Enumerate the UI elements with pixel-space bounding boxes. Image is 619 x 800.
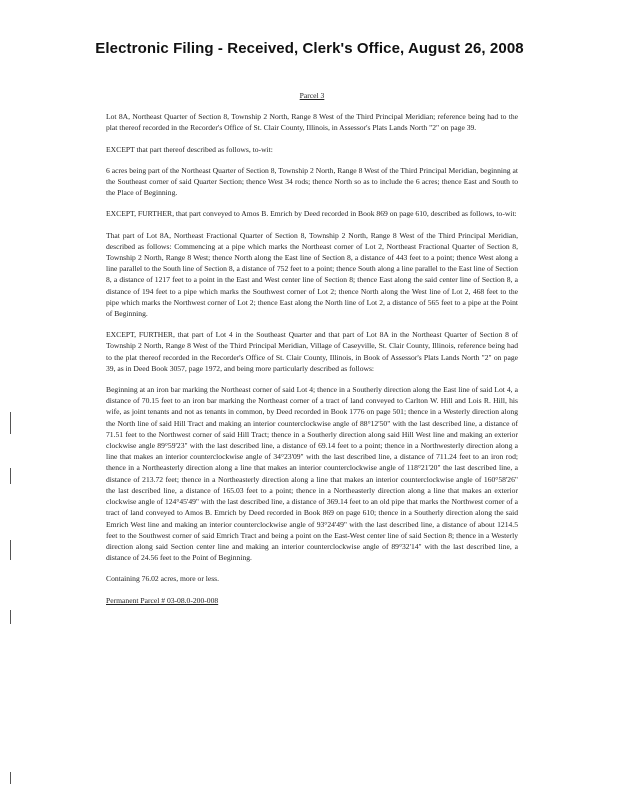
paragraph-metes-and-bounds: Beginning at an iron bar marking the Northeast corner of said Lot 4; thence in a Southerly direction along the East line of said Lot 4, a distance of 70.15 feet to an iron bar marking the Northeast corner of a tract of land conveyed to Carlton W. Hill and Lois R. Hill, his wife, as joint tenants and not as tenants in common, by Deed recorded in Book 1776 on page 501; thence in a Westerly direction along the North line of said Hill Tract and making an interior counterclockwise angle of 88°12'50" with the last described line, a distance of 71.51 feet to the Northwest corner of said Hill Tract; thence in a Southerly direction along said Hill West line and making an exterior clockwise angle 89°59'23" with the last described line, a distance of 69.14 feet to a point; thence in a Northwesterly direction along a line that makes an interior counterclockwise angle of 34°23'09" with the last described line, a distance of 711.24 feet to an iron rod; thence in a Northeasterly direction along a line that makes an interior counterclockwise angle of 118°21'20" the last described line, a distance of 213.72 feet; thence in a Northeasterly direction along a line that makes an interior counterclockwise angle of 160°58'26" the last described line, a distance of 165.03 feet to a point; thence in a Northeasterly direction along a line that makes an exterior clockwise angle of 124°45'49" with the last described line, a distance of 369.14 feet to an old pipe that marks the Northwest corner of a tract of land conveyed to Amos B. Emrich by Deed recorded in Book 869 on page 610; thence in a Southerly direction along the said Emrich West line and making an interior counterclockwise angle of 93°24'49" with the last described line, a distance of about 1214.5 feet to the Southwest corner of said Emrich Tract and being a point on the East-West center line of said Section 8; thence in a Westerly direction along said Section center line and making an interior counterclockwise angle of 89°32'14" with the last described line, a distance of 24.56 feet to the Point of Beginning. — [106, 385, 518, 563]
scan-margin-mark — [10, 772, 11, 784]
scan-margin-mark — [10, 468, 11, 484]
scan-margin-mark — [10, 540, 11, 560]
paragraph-emrich-description: That part of Lot 8A, Northeast Fractional Quarter of Section 8, Township 2 North, Range 8 West of the Third Principal Meridian, described as follows: Commencing at a pipe which marks the Northeast corner of Lot 2, Northeast Fractional Quarter of Section 8, Township 2 North, Range 8 West; thence North along the East line of Section 8, a distance of 443 feet to a point; thence West along a line parallel to the South line of Section 8, a distance of 752 feet to a point; thence South along a line parallel to the East line of Section 8, a distance of 1217 feet to a point in the East and West center line of Section 8; thence East along the said center line of Section 8, a distance of 194 feet to a pipe which marks the Southwest corner of Lot 2; thence North along the West line of Lot 2, 468 feet to the pipe which marks the Northwest corner of Lot 2; thence East along the North line of Lot 2, a distance of 565 feet to a pipe at the Point of Beginning. — [106, 230, 518, 319]
scan-margin-mark — [10, 412, 11, 434]
paragraph-six-acres: 6 acres being part of the Northeast Quarter of Section 8, Township 2 North, Range 8 West of the Third Principal Meridian, beginning at the Southeast corner of said Quarter Section; thence West 34 rods; thence North so as to include the 6 acres; thence East and South to the Place of Beginning. — [106, 165, 518, 198]
permanent-parcel-number: Permanent Parcel # 03-08.0-200-008 — [106, 595, 219, 605]
scan-margin-mark — [10, 610, 11, 624]
paragraph-except-further-lot-4: EXCEPT, FURTHER, that part of Lot 4 in the Southeast Quarter and that part of Lot 8A in the Northeast Quarter of Section 8 of Township 2 North, Range 8 West of the Third Principal Meridian, Village of Caseyville, St. Clair County, Illinois, reference being had to the plat thereof recorded in the Recorder's Office of St. Clair County, Illinois, in Book of Assessor's Plats Lands North "2" on page 39, as in Deed Book 3057, page 1972, and being more particularly described as follows: — [106, 330, 518, 373]
paragraph-acreage: Containing 76.02 acres, more or less. — [106, 574, 220, 584]
legal-description-body — [106, 90, 518, 616]
electronic-filing-header: Electronic Filing - Received, Clerk's Office, August 26, 2008 — [95, 40, 524, 57]
paragraph-except-further-emrich: EXCEPT, FURTHER, that part conveyed to Amos B. Emrich by Deed recorded in Book 869 on page 610, described as follows, to-wit: — [106, 209, 517, 219]
paragraph-lot-8a: Lot 8A, Northeast Quarter of Section 8, Township 2 North, Range 8 West of the Third Principal Meridian; reference being had to the plat thereof recorded in the Recorder's Office of St. Clair County, Illinois, in Assessor's Plats Lands North "2" on page 39. — [106, 112, 518, 133]
paragraph-except: EXCEPT that part thereof described as follows, to-wit: — [106, 144, 273, 154]
parcel-heading: Parcel 3 — [299, 91, 325, 100]
